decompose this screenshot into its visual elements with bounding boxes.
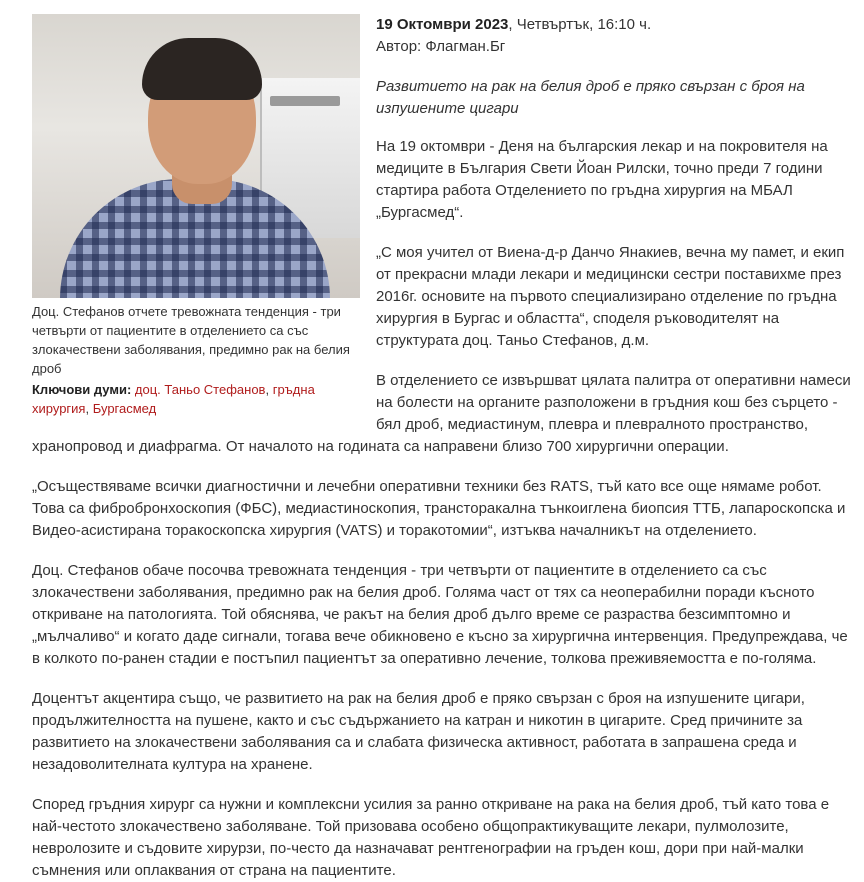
keyword-link-1[interactable]: доц. Таньо Стефанов <box>134 382 266 397</box>
article-author: Автор: Флагман.Бг <box>376 38 506 55</box>
article-paragraph: На 19 октомври - Деня на българския лекар и на покровителя на медиците в България Свети Йоан Рилски, точно преди 7 години стартира работа Отделението по гръдна хирургия на МБАЛ „Бургасмед“. <box>376 138 828 221</box>
article-day-time: , Четвъртък, 16:10 ч. <box>508 16 652 33</box>
keywords: Ключови думи: доц. Таньо Стефанов, гръдна хирургия, Бургасмед <box>32 382 315 416</box>
keywords-label: Ключови думи: <box>32 382 132 397</box>
article-paragraph: „С моя учител от Виена-д-р Данчо Янакиев, вечна му памет, и екип от прекрасни млади лекари и медицински сестри поставихме през 2016г. основите на първото специализирано отделение по гръдна хирургия в Бургас и областта“, споделя ръководителят на структурата доц. Таньо Стефанов, д.м. <box>376 244 845 349</box>
article-date: 19 Октомври 2023 <box>376 16 509 33</box>
article-paragraph: Доцентът акцентира също, че развитието на рак на белия дроб е пряко свързан с броя на изпушените цигари, продължителността на пушене, както и със съдържанието на катран и никотин в цигарите. Сред причините за развитието на злокачествени заболявания са и слабата физическа активност, работата в запрашена среда и незадоволителната култура на хранене. <box>32 690 805 773</box>
photo-hair <box>142 38 262 100</box>
article-paragraph: Според гръдния хирург са нужни и комплексни усилия за ранно откриване на рака на белия дроб, тъй като това е най-честото злокачествено заболяване. Той призовава особено общопрактикуващите лекари, пулмолозите, невролозите и съдовите хирурзи, по-често да назначават рентгенографии на гръден кош, дори при най-малки съмнения или оплаквания от страна на пациентите. <box>32 796 830 879</box>
article-paragraph: Доц. Стефанов обаче посочва тревожната тенденция - три четвърти от пациентите в отделението са със злокачествени заболявания, предимно рак на белия дроб. Голяма част от тях са неоперабилни поради късното откриване на патологията. Той обяснява, че ракът на белия дроб дълго време се разраства безсимптомно и „мълчаливо“ и когато даде сигнали, тогава вече обикновено е късно за хирургична интервенция. Предупреждава, че в колкото по-ранен стадии е постъпил пациентът за оперативно лечение, толкова преживяемостта е по-голяма. <box>32 562 848 667</box>
article-photo <box>32 14 360 298</box>
photo-caption: Доц. Стефанов отчете тревожната тенденция - три четвърти от пациентите в отделението са със злокачествени заболявания, предимно рак на белия дроб <box>32 304 350 376</box>
article-figure <box>32 14 362 418</box>
article-paragraph: В отделението се извършват цялата палитра от оперативни намеси на болести на органите разположени в гръдния кош без сърцето - бял дроб, медиастинум, плевра и плевралното пространство, хранопровод и диафрагма. От началото на годината са направени близо 700 хирургични операции. <box>32 372 851 455</box>
article-lead: Развитието на рак на белия дроб е пряко свързан с броя на изпушените цигари <box>376 78 805 117</box>
keyword-link-3[interactable]: Бургасмед <box>92 401 157 416</box>
article-paragraph: „Осъществяваме всички диагностични и лечебни оперативни техники без RATS, тъй като все още нямаме робот. Това са фибробронхоскопия (ФБС), медиастиноскопия, трансторакална тънкоиглена биопсия ТТБ, лапароскопска и Видео-асистирана торакоскопска хирургия (VATS) и торакотомии“, изтъква началникът на отделението. <box>32 478 846 539</box>
keyword-link-2[interactable]: гръдна хирургия <box>32 382 315 416</box>
